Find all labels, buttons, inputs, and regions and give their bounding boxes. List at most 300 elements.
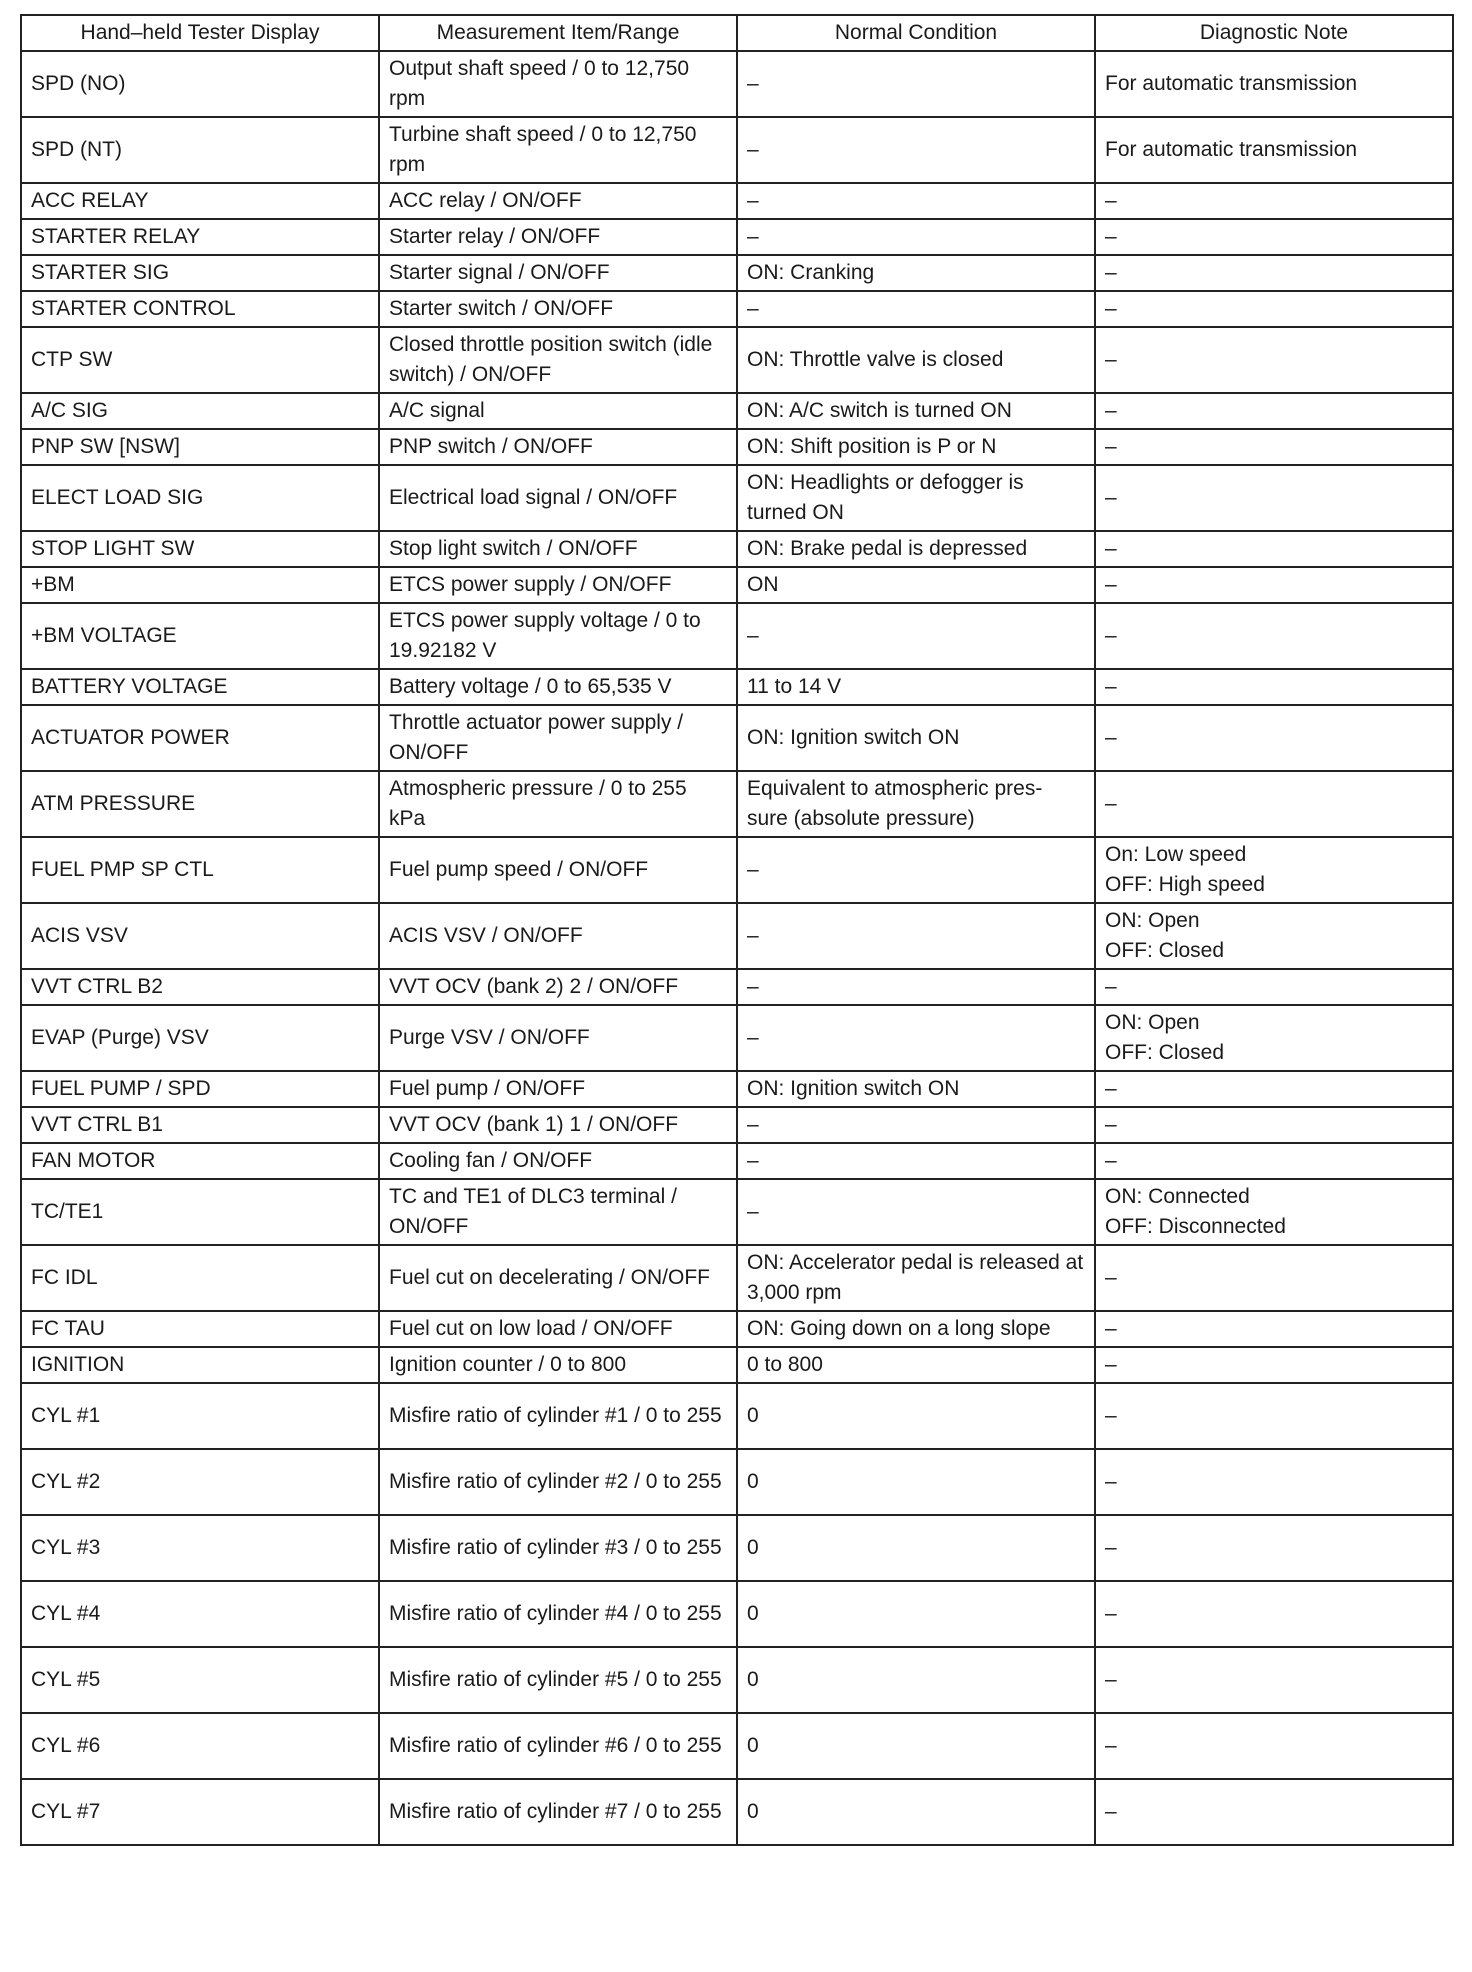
- tester-display-cell: [21, 567, 379, 603]
- cell-text: ON: Ignition switch ON: [747, 1077, 960, 1100]
- cell-text: FAN MOTOR: [31, 1149, 156, 1172]
- measurement-item-cell: [379, 1179, 737, 1245]
- cell-text: TC and TE1 of DLC3 terminal / ON/OFF: [389, 1185, 677, 1238]
- diagnostic-note-cell: [1095, 1449, 1453, 1515]
- cell-text: FUEL PUMP / SPD: [31, 1077, 211, 1100]
- measurement-item-cell: [379, 327, 737, 393]
- cell-text: ELECT LOAD SIG: [31, 486, 204, 509]
- table-row: [21, 465, 1453, 531]
- tester-display-cell: [21, 705, 379, 771]
- cell-text: –: [1105, 348, 1117, 371]
- cell-text: 0: [747, 1734, 759, 1757]
- cell-text: –: [1105, 1470, 1117, 1493]
- normal-condition-cell: [737, 1449, 1095, 1515]
- tester-display-cell: [21, 531, 379, 567]
- measurement-item-cell: [379, 531, 737, 567]
- normal-condition-cell: [737, 531, 1095, 567]
- cell-text: –: [1105, 1317, 1117, 1340]
- tester-display-cell: [21, 255, 379, 291]
- diagnostic-note-cell: [1095, 429, 1453, 465]
- cell-text: –: [747, 924, 759, 947]
- cell-text: –: [747, 189, 759, 212]
- diagnostic-note-cell: [1095, 1311, 1453, 1347]
- cell-text: Throttle actuator power supply / ON/OFF: [389, 711, 684, 764]
- cell-text: Misfire ratio of cylinder #6 / 0 to 255: [389, 1734, 722, 1757]
- measurement-item-cell: [379, 669, 737, 705]
- table-row: [21, 705, 1453, 771]
- table-row: [21, 1245, 1453, 1311]
- cell-text: Stop light switch / ON/OFF: [389, 537, 638, 560]
- cell-text: Purge VSV / ON/OFF: [389, 1026, 590, 1049]
- cell-text: CYL #4: [31, 1602, 101, 1625]
- cell-text: –: [747, 225, 759, 248]
- cell-text: TC/TE1: [31, 1200, 104, 1223]
- cell-text: –: [747, 72, 759, 95]
- cell-text: –: [1105, 624, 1117, 647]
- cell-text: ON: Throttle valve is closed: [747, 348, 1004, 371]
- cell-text: ON: Headlights or defogger is turned ON: [747, 471, 1024, 524]
- cell-text: ACTUATOR POWER: [31, 726, 230, 749]
- cell-text: –: [1105, 399, 1117, 422]
- measurement-item-cell: [379, 1779, 737, 1845]
- normal-condition-cell: [737, 837, 1095, 903]
- cell-text: ON: A/C switch is turned ON: [747, 399, 1012, 422]
- cell-text: CYL #3: [31, 1536, 101, 1559]
- tester-display-cell: [21, 1311, 379, 1347]
- diagnostic-note-cell: [1095, 1581, 1453, 1647]
- diagnostic-note-cell: [1095, 1179, 1453, 1245]
- normal-condition-cell: [737, 51, 1095, 117]
- cell-text: PNP SW [NSW]: [31, 435, 180, 458]
- cell-text: STARTER SIG: [31, 261, 170, 284]
- measurement-item-cell: [379, 1449, 737, 1515]
- measurement-item-cell: [379, 837, 737, 903]
- tester-display-cell: [21, 465, 379, 531]
- tester-display-cell: [21, 1581, 379, 1647]
- header-row: [21, 15, 1453, 51]
- cell-text: –: [747, 1113, 759, 1136]
- diagnostic-note-cell: [1095, 669, 1453, 705]
- cell-text: ETCS power supply voltage / 0 to 19.92182 V: [389, 609, 701, 662]
- cell-text: –: [747, 975, 759, 998]
- cell-text: –: [747, 1200, 759, 1223]
- table-row: [21, 903, 1453, 969]
- cell-text: –: [747, 138, 759, 161]
- cell-text: A/C SIG: [31, 399, 109, 422]
- cell-text: CTP SW: [31, 348, 113, 371]
- data-list-table: [20, 14, 1454, 1846]
- measurement-item-cell: [379, 1347, 737, 1383]
- cell-text: –: [1105, 792, 1117, 815]
- cell-text: +BM: [31, 573, 75, 596]
- cell-text: Fuel pump / ON/OFF: [389, 1077, 586, 1100]
- measurement-item-cell: [379, 429, 737, 465]
- table-row: [21, 1005, 1453, 1071]
- diagnostic-note-cell: [1095, 51, 1453, 117]
- measurement-item-cell: [379, 1515, 737, 1581]
- tester-display-cell: [21, 1647, 379, 1713]
- table-row: [21, 291, 1453, 327]
- cell-text: Fuel cut on decelerating / ON/OFF: [389, 1266, 710, 1289]
- cell-text: VVT CTRL B1: [31, 1113, 163, 1136]
- measurement-item-cell: [379, 1107, 737, 1143]
- measurement-item-cell: [379, 1143, 737, 1179]
- measurement-item-cell: [379, 1713, 737, 1779]
- tester-display-cell: [21, 51, 379, 117]
- table-row: [21, 117, 1453, 183]
- cell-text: SPD (NT): [31, 138, 122, 161]
- normal-condition-cell: [737, 771, 1095, 837]
- normal-condition-cell: [737, 1515, 1095, 1581]
- tester-display-cell: [21, 219, 379, 255]
- normal-condition-cell: [737, 969, 1095, 1005]
- table-row: [21, 1779, 1453, 1845]
- diagnostic-note-cell: [1095, 327, 1453, 393]
- cell-text: –: [1105, 435, 1117, 458]
- header-tester-display: Hand–held Tester Display: [21, 15, 379, 51]
- cell-text: 0: [747, 1602, 759, 1625]
- cell-text: –: [1105, 486, 1117, 509]
- cell-text: –: [747, 1026, 759, 1049]
- normal-condition-cell: [737, 183, 1095, 219]
- tester-display-cell: [21, 117, 379, 183]
- cell-text: –: [1105, 675, 1117, 698]
- normal-condition-cell: [737, 903, 1095, 969]
- normal-condition-cell: [737, 465, 1095, 531]
- normal-condition-cell: [737, 1005, 1095, 1071]
- normal-condition-cell: [737, 255, 1095, 291]
- diagnostic-note-cell: [1095, 1779, 1453, 1845]
- table-row: [21, 1143, 1453, 1179]
- cell-text: FC IDL: [31, 1266, 98, 1289]
- table-row: [21, 969, 1453, 1005]
- diagnostic-note-cell: [1095, 531, 1453, 567]
- measurement-item-cell: [379, 1071, 737, 1107]
- table-row: [21, 183, 1453, 219]
- cell-text: –: [1105, 1668, 1117, 1691]
- cell-text: Misfire ratio of cylinder #1 / 0 to 255: [389, 1404, 722, 1427]
- cell-text: –: [747, 858, 759, 881]
- cell-text: 0: [747, 1668, 759, 1691]
- cell-text: CYL #1: [31, 1404, 101, 1427]
- cell-text: ON: Shift position is P or N: [747, 435, 997, 458]
- diagnostic-note-cell: [1095, 903, 1453, 969]
- table-row: [21, 837, 1453, 903]
- measurement-item-cell: [379, 969, 737, 1005]
- cell-text: Output shaft speed / 0 to 12,750 rpm: [389, 57, 690, 110]
- measurement-item-cell: [379, 1005, 737, 1071]
- cell-text: ON: Going down on a long slope: [747, 1317, 1051, 1340]
- diagnostic-note-cell: [1095, 1245, 1453, 1311]
- normal-condition-cell: [737, 603, 1095, 669]
- normal-condition-cell: [737, 1311, 1095, 1347]
- cell-text: –: [1105, 1536, 1117, 1559]
- cell-text: For automatic transmission: [1105, 72, 1358, 95]
- table-row: [21, 1107, 1453, 1143]
- cell-text: BATTERY VOLTAGE: [31, 675, 228, 698]
- table-row: [21, 1383, 1453, 1449]
- cell-text: 0: [747, 1404, 759, 1427]
- diagnostic-note-cell: [1095, 1143, 1453, 1179]
- diagnostic-note-cell: [1095, 1107, 1453, 1143]
- tester-display-cell: [21, 291, 379, 327]
- normal-condition-cell: [737, 705, 1095, 771]
- table-row: [21, 1179, 1453, 1245]
- cell-text: Fuel pump speed / ON/OFF: [389, 858, 649, 881]
- cell-text: CYL #7: [31, 1800, 101, 1823]
- cell-text: Misfire ratio of cylinder #4 / 0 to 255: [389, 1602, 722, 1625]
- tester-display-cell: [21, 393, 379, 429]
- cell-text: Starter relay / ON/OFF: [389, 225, 601, 248]
- normal-condition-cell: [737, 1071, 1095, 1107]
- diagnostic-note-cell: [1095, 1383, 1453, 1449]
- tester-display-cell: [21, 183, 379, 219]
- cell-text: Starter switch / ON/OFF: [389, 297, 614, 320]
- tester-display-cell: [21, 1005, 379, 1071]
- measurement-item-cell: [379, 219, 737, 255]
- measurement-item-cell: [379, 705, 737, 771]
- table-row: [21, 255, 1453, 291]
- cell-text: ON: Cranking: [747, 261, 875, 284]
- table-row: [21, 669, 1453, 705]
- cell-text: STOP LIGHT SW: [31, 537, 195, 560]
- diagnostic-note-cell: [1095, 183, 1453, 219]
- cell-text: –: [1105, 261, 1117, 284]
- diagnostic-note-cell: [1095, 219, 1453, 255]
- cell-text: ETCS power supply / ON/OFF: [389, 573, 672, 596]
- tester-display-cell: [21, 603, 379, 669]
- cell-text: Misfire ratio of cylinder #3 / 0 to 255: [389, 1536, 722, 1559]
- cell-text: –: [1105, 1602, 1117, 1625]
- cell-text: –: [1105, 1077, 1117, 1100]
- cell-text: Turbine shaft speed / 0 to 12,750 rpm: [389, 123, 697, 176]
- tester-display-cell: [21, 1449, 379, 1515]
- tester-display-cell: [21, 1779, 379, 1845]
- table-row: [21, 393, 1453, 429]
- cell-text: –: [1105, 225, 1117, 248]
- table-row: [21, 1581, 1453, 1647]
- tester-display-cell: [21, 903, 379, 969]
- cell-text: –: [1105, 1404, 1117, 1427]
- table-row: [21, 1515, 1453, 1581]
- table-row: [21, 1347, 1453, 1383]
- cell-text: ACC RELAY: [31, 189, 149, 212]
- normal-condition-cell: [737, 1179, 1095, 1245]
- cell-text: On: Low speed OFF: High speed: [1105, 843, 1265, 896]
- diagnostic-note-cell: [1095, 705, 1453, 771]
- cell-text: IGNITION: [31, 1353, 125, 1376]
- table-row: [21, 327, 1453, 393]
- cell-text: CYL #2: [31, 1470, 101, 1493]
- cell-text: –: [1105, 573, 1117, 596]
- cell-text: –: [747, 1149, 759, 1172]
- measurement-item-cell: [379, 255, 737, 291]
- measurement-item-cell: [379, 903, 737, 969]
- diagnostic-note-cell: [1095, 255, 1453, 291]
- cell-text: ON: Brake pedal is depressed: [747, 537, 1028, 560]
- normal-condition-cell: [737, 1383, 1095, 1449]
- tester-display-cell: [21, 1107, 379, 1143]
- measurement-item-cell: [379, 1383, 737, 1449]
- cell-text: ON: Open OFF: Closed: [1105, 1011, 1225, 1064]
- table-row: [21, 603, 1453, 669]
- diagnostic-note-cell: [1095, 969, 1453, 1005]
- measurement-item-cell: [379, 117, 737, 183]
- normal-condition-cell: [737, 1581, 1095, 1647]
- cell-text: 11 to 14 V: [747, 675, 842, 698]
- cell-text: +BM VOLTAGE: [31, 624, 177, 647]
- normal-condition-cell: [737, 429, 1095, 465]
- table-row: [21, 1311, 1453, 1347]
- cell-text: FUEL PMP SP CTL: [31, 858, 214, 881]
- measurement-item-cell: [379, 465, 737, 531]
- diagnostic-note-cell: [1095, 291, 1453, 327]
- cell-text: VVT OCV (bank 1) 1 / ON/OFF: [389, 1113, 679, 1136]
- tester-display-cell: [21, 669, 379, 705]
- normal-condition-cell: [737, 1107, 1095, 1143]
- table-row: [21, 567, 1453, 603]
- cell-text: ACIS VSV / ON/OFF: [389, 924, 583, 947]
- cell-text: –: [747, 624, 759, 647]
- diagnostic-note-cell: [1095, 1713, 1453, 1779]
- measurement-item-cell: [379, 291, 737, 327]
- diagnostic-note-cell: [1095, 837, 1453, 903]
- cell-text: –: [1105, 1734, 1117, 1757]
- cell-text: 0: [747, 1800, 759, 1823]
- cell-text: –: [1105, 1149, 1117, 1172]
- cell-text: –: [747, 297, 759, 320]
- cell-text: Starter signal / ON/OFF: [389, 261, 610, 284]
- diagnostic-note-cell: [1095, 117, 1453, 183]
- table-row: [21, 1071, 1453, 1107]
- diagnostic-note-cell: [1095, 1071, 1453, 1107]
- cell-text: FC TAU: [31, 1317, 105, 1340]
- normal-condition-cell: [737, 1647, 1095, 1713]
- diagnostic-note-cell: [1095, 567, 1453, 603]
- cell-text: 0: [747, 1470, 759, 1493]
- cell-text: –: [1105, 1353, 1117, 1376]
- cell-text: –: [1105, 297, 1117, 320]
- diagnostic-note-cell: [1095, 393, 1453, 429]
- normal-condition-cell: [737, 393, 1095, 429]
- cell-text: –: [1105, 189, 1117, 212]
- cell-text: –: [1105, 1113, 1117, 1136]
- normal-condition-cell: [737, 291, 1095, 327]
- measurement-item-cell: [379, 1311, 737, 1347]
- cell-text: Misfire ratio of cylinder #5 / 0 to 255: [389, 1668, 722, 1691]
- tester-display-cell: [21, 837, 379, 903]
- cell-text: STARTER CONTROL: [31, 297, 236, 320]
- measurement-item-cell: [379, 567, 737, 603]
- measurement-item-cell: [379, 183, 737, 219]
- tester-display-cell: [21, 1383, 379, 1449]
- cell-text: For automatic transmission: [1105, 138, 1358, 161]
- cell-text: ON: Open OFF: Closed: [1105, 909, 1225, 962]
- measurement-item-cell: [379, 1647, 737, 1713]
- tester-display-cell: [21, 969, 379, 1005]
- measurement-item-cell: [379, 1581, 737, 1647]
- normal-condition-cell: [737, 1347, 1095, 1383]
- cell-text: EVAP (Purge) VSV: [31, 1026, 209, 1049]
- cell-text: CYL #5: [31, 1668, 101, 1691]
- normal-condition-cell: [737, 327, 1095, 393]
- normal-condition-cell: [737, 1143, 1095, 1179]
- tester-display-cell: [21, 1245, 379, 1311]
- cell-text: 0: [747, 1536, 759, 1559]
- cell-text: –: [1105, 1800, 1117, 1823]
- normal-condition-cell: [737, 1713, 1095, 1779]
- tester-display-cell: [21, 1179, 379, 1245]
- diagnostic-note-cell: [1095, 465, 1453, 531]
- cell-text: VVT OCV (bank 2) 2 / ON/OFF: [389, 975, 679, 998]
- tester-display-cell: [21, 771, 379, 837]
- header-normal-condition: Normal Condition: [737, 15, 1095, 51]
- cell-text: ON: Ignition switch ON: [747, 726, 960, 749]
- cell-text: Fuel cut on low load / ON/OFF: [389, 1317, 673, 1340]
- table-row: [21, 1713, 1453, 1779]
- header-measurement-item: Measurement Item/Range: [379, 15, 737, 51]
- tester-display-cell: [21, 1143, 379, 1179]
- cell-text: Battery voltage / 0 to 65,535 V: [389, 675, 672, 698]
- diagnostic-note-cell: [1095, 1515, 1453, 1581]
- cell-text: VVT CTRL B2: [31, 975, 163, 998]
- tester-display-cell: [21, 1713, 379, 1779]
- cell-text: –: [1105, 726, 1117, 749]
- cell-text: Cooling fan / ON/OFF: [389, 1149, 593, 1172]
- normal-condition-cell: [737, 117, 1095, 183]
- measurement-item-cell: [379, 1245, 737, 1311]
- tester-display-cell: [21, 429, 379, 465]
- normal-condition-cell: [737, 567, 1095, 603]
- cell-text: –: [1105, 975, 1117, 998]
- tester-display-cell: [21, 327, 379, 393]
- normal-condition-cell: [737, 669, 1095, 705]
- cell-text: CYL #6: [31, 1734, 101, 1757]
- cell-text: 0 to 800: [747, 1353, 823, 1376]
- normal-condition-cell: [737, 1245, 1095, 1311]
- cell-text: SPD (NO): [31, 72, 126, 95]
- tester-display-cell: [21, 1347, 379, 1383]
- diagnostic-note-cell: [1095, 1005, 1453, 1071]
- cell-text: STARTER RELAY: [31, 225, 201, 248]
- table-row: [21, 51, 1453, 117]
- table-row: [21, 1449, 1453, 1515]
- table-row: [21, 771, 1453, 837]
- diagnostic-note-cell: [1095, 603, 1453, 669]
- tester-display-cell: [21, 1071, 379, 1107]
- measurement-item-cell: [379, 393, 737, 429]
- tester-display-cell: [21, 1515, 379, 1581]
- table-row: [21, 1647, 1453, 1713]
- cell-text: –: [1105, 1266, 1117, 1289]
- diagnostic-note-cell: [1095, 1647, 1453, 1713]
- normal-condition-cell: [737, 219, 1095, 255]
- cell-text: A/C signal: [389, 399, 485, 422]
- table-row: [21, 531, 1453, 567]
- table-row: [21, 219, 1453, 255]
- cell-text: Ignition counter / 0 to 800: [389, 1353, 626, 1376]
- table-row: [21, 429, 1453, 465]
- cell-text: ATM PRESSURE: [31, 792, 196, 815]
- cell-text: Equivalent to atmospheric pres- sure (absolute pressure): [747, 777, 1043, 830]
- diagnostic-note-cell: [1095, 1347, 1453, 1383]
- measurement-item-cell: [379, 771, 737, 837]
- cell-text: Misfire ratio of cylinder #2 / 0 to 255: [389, 1470, 722, 1493]
- cell-text: ON: [747, 573, 779, 596]
- cell-text: Atmospheric pressure / 0 to 255 kPa: [389, 777, 687, 830]
- normal-condition-cell: [737, 1779, 1095, 1845]
- diagnostic-note-cell: [1095, 771, 1453, 837]
